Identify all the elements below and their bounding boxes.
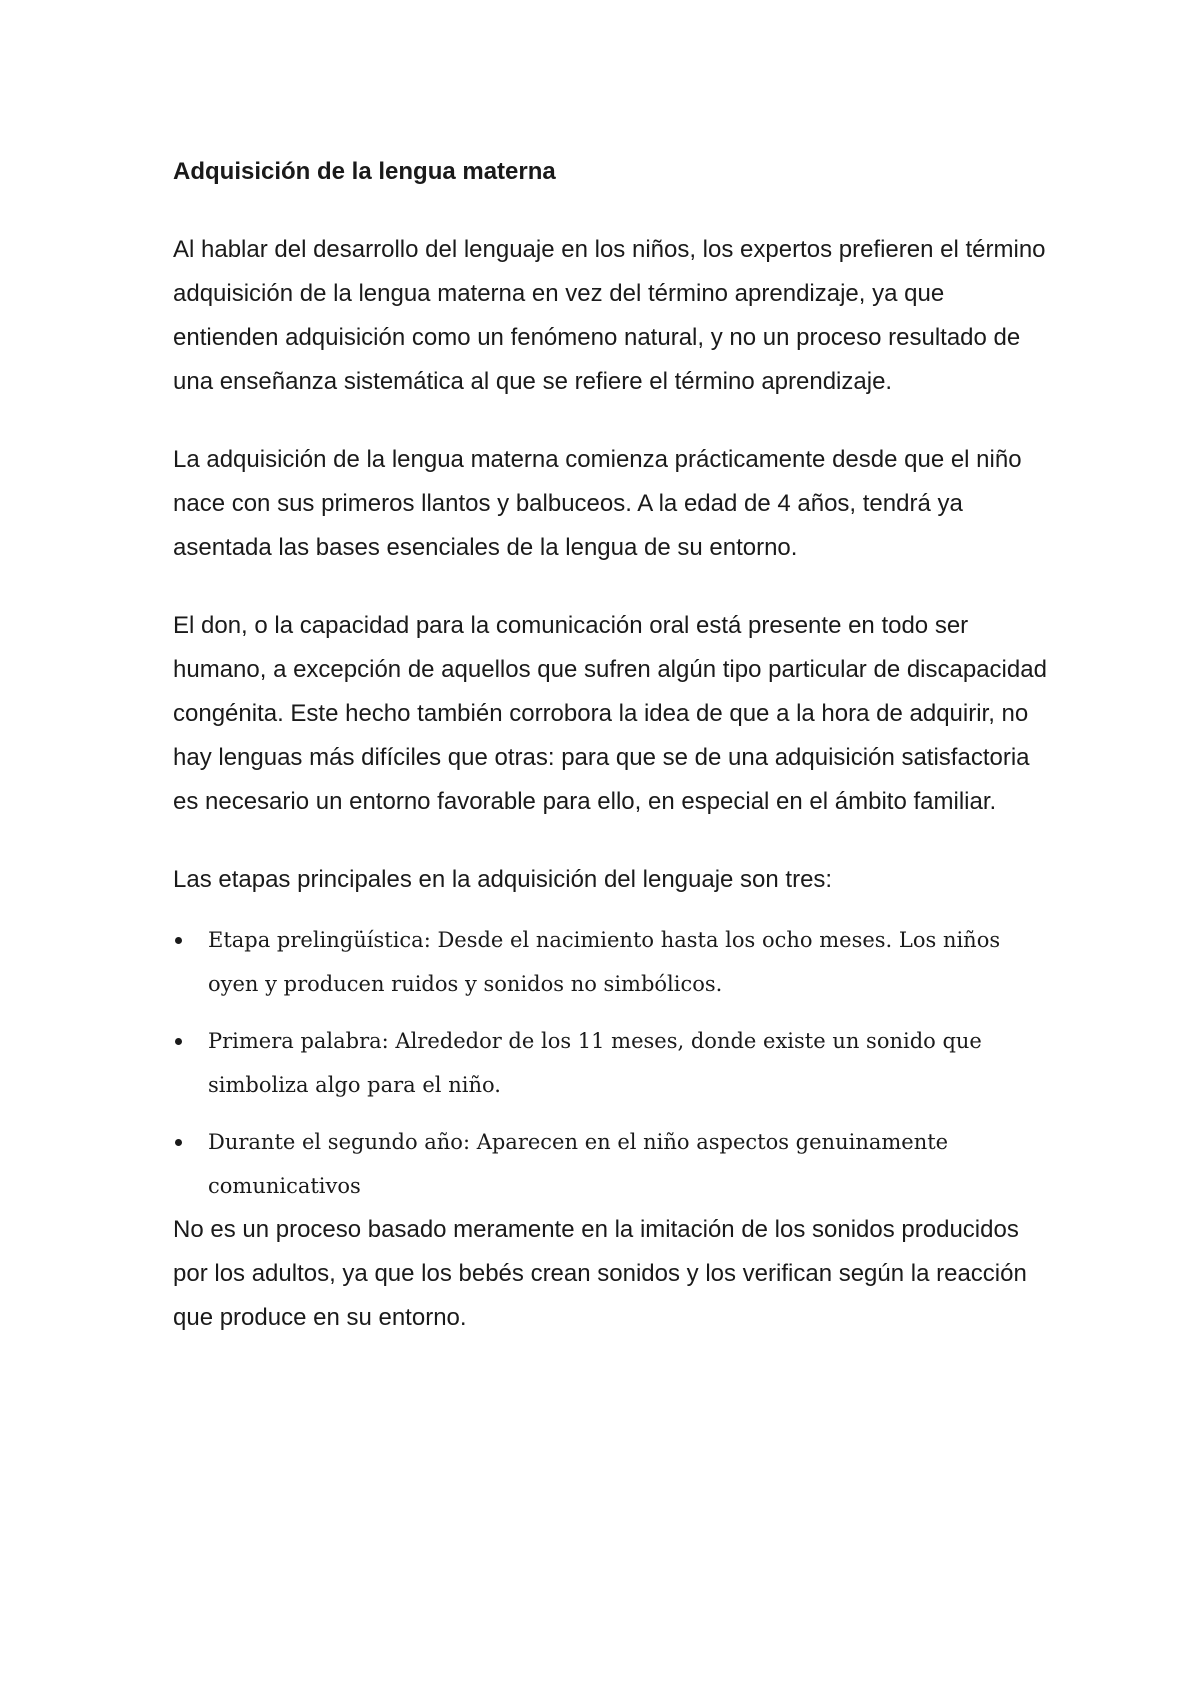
list-item-text: Etapa prelingüística: Desde el nacimiento hasta los ocho meses. Los niños oyen y producen ruidos y sonidos no simbólicos. bbox=[208, 928, 1001, 996]
paragraph-3: El don, o la capacidad para la comunicación oral está presente en todo ser humano, a excepción de aquellos que sufren algún tipo particular de discapacidad congénita. Este hecho también corrobora la idea de que a la hora de adquirir, no hay lenguas más difíciles que otras: para que se de una adquisición satisfactoria es necesario un entorno favorable para ello, en especial en el ámbito familiar. bbox=[173, 612, 1047, 815]
document-body bbox=[173, 150, 1053, 1340]
list-item bbox=[173, 1019, 1053, 1107]
closing-paragraph: No es un proceso basado meramente en la imitación de los sonidos producidos por los adultos, ya que los bebés crean sonidos y los verifican según la reacción que produce en su entorno. bbox=[173, 1216, 1027, 1331]
stages-list bbox=[173, 918, 1053, 1208]
paragraph-1: Al hablar del desarrollo del lenguaje en los niños, los expertos prefieren el término adquisición de la lengua materna en vez del término aprendizaje, ya que entienden adquisición como un fenómeno natural, y no un proceso resultado de una enseñanza sistemática al que se refiere el término aprendizaje. bbox=[173, 236, 1046, 395]
list-item bbox=[173, 918, 1053, 1006]
list-item-text: Primera palabra: Alrededor de los 11 meses, donde existe un sonido que simboliza algo para el niño. bbox=[208, 1029, 982, 1097]
list-item bbox=[173, 1120, 1053, 1208]
list-item-text: Durante el segundo año: Aparecen en el niño aspectos genuinamente comunicativos bbox=[208, 1130, 949, 1198]
bullet-icon bbox=[175, 1139, 182, 1146]
bullet-icon bbox=[175, 937, 182, 944]
paragraph-2: La adquisición de la lengua materna comienza prácticamente desde que el niño nace con sus primeros llantos y balbuceos. A la edad de 4 años, tendrá ya asentada las bases esenciales de la lengua de su entorno. bbox=[173, 446, 1022, 561]
bullet-icon bbox=[175, 1038, 182, 1045]
paragraph-4: Las etapas principales en la adquisición del lenguaje son tres: bbox=[173, 866, 833, 893]
document-title: Adquisición de la lengua materna bbox=[173, 158, 556, 185]
